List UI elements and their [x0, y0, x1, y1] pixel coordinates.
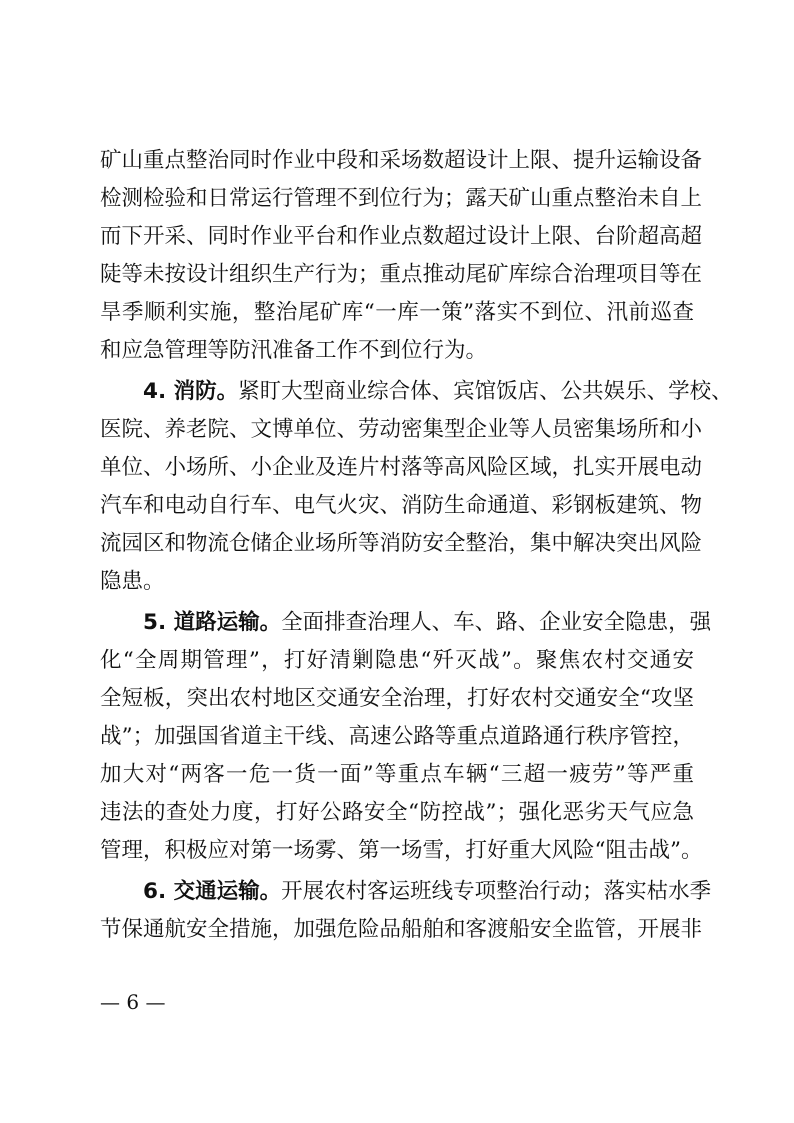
- text-line: 违法的查处力度，打好公路安全“防控战”；强化恶劣天气应急: [100, 800, 694, 825]
- text-line: 战”；加强国省道主干线、高速公路等重点道路通行秩序管控，: [100, 724, 694, 749]
- section-heading-fire: 4. 消防。: [143, 379, 239, 404]
- paragraph-transport: [100, 873, 712, 949]
- text-line: 单位、小场所、小企业及连片村落等高风险区域，扎实开展电动: [100, 455, 703, 480]
- text-line: 医院、养老院、文博单位、劳动密集型企业等人员密集场所和小: [100, 417, 703, 442]
- text-line: 化“全周期管理”，打好清剿隐患“歼灭战”。聚焦农村交通安: [100, 648, 694, 673]
- text-line: [100, 604, 712, 642]
- text-line: 管理，积极应对第一场雾、第一场雪，打好重大风险“阻击战”。: [100, 838, 703, 863]
- page-number: — 6 —: [100, 990, 166, 1014]
- text-line: 隐患。: [100, 569, 165, 594]
- paragraph-road: [100, 604, 712, 870]
- text-line: 流园区和物流仓储企业场所等消防安全整治，集中解决突出风险: [100, 531, 703, 556]
- section-heading-road: 5. 道路运输。: [143, 610, 282, 635]
- text-line: 节保通航安全措施，加强危险品船舶和客渡船安全监管，开展非: [100, 917, 703, 942]
- text-run: 全面排查治理人、车、路、企业安全隐患，强: [281, 610, 712, 635]
- paragraph-mining: [100, 142, 703, 370]
- text-run: 开展农村客运班线专项整治行动；落实枯水季: [281, 879, 712, 904]
- text-line: [100, 373, 733, 411]
- text-line: 矿山重点整治同时作业中段和采场数超设计上限、提升运输设备: [100, 148, 703, 173]
- text-line: 检测检验和日常运行管理不到位行为；露天矿山重点整治未自上: [100, 186, 703, 211]
- text-run: 紧盯大型商业综合体、宾馆饭店、公共娱乐、学校、: [238, 379, 733, 404]
- text-line: 汽车和电动自行车、电气火灾、消防生命通道、彩钢板建筑、物: [100, 493, 703, 518]
- text-line: [100, 873, 712, 911]
- text-line: 和应急管理等防汛准备工作不到位行为。: [100, 338, 488, 363]
- text-line: 加大对“两客一危一货一面”等重点车辆“三超一疲劳”等严重: [100, 762, 694, 787]
- section-heading-transport: 6. 交通运输。: [143, 879, 282, 904]
- text-line: 旱季顺利实施，整治尾矿库“一库一策”落实不到位、汛前巡查: [100, 300, 694, 325]
- text-line: 全短板，突出农村地区交通安全治理，打好农村交通安全“攻坚: [100, 686, 694, 711]
- text-line: 而下开采、同时作业平台和作业点数超过设计上限、台阶超高超: [100, 224, 703, 249]
- text-line: 陡等未按设计组织生产行为；重点推动尾矿库综合治理项目等在: [100, 262, 703, 287]
- paragraph-fire: [100, 373, 733, 601]
- document-body: [100, 142, 733, 949]
